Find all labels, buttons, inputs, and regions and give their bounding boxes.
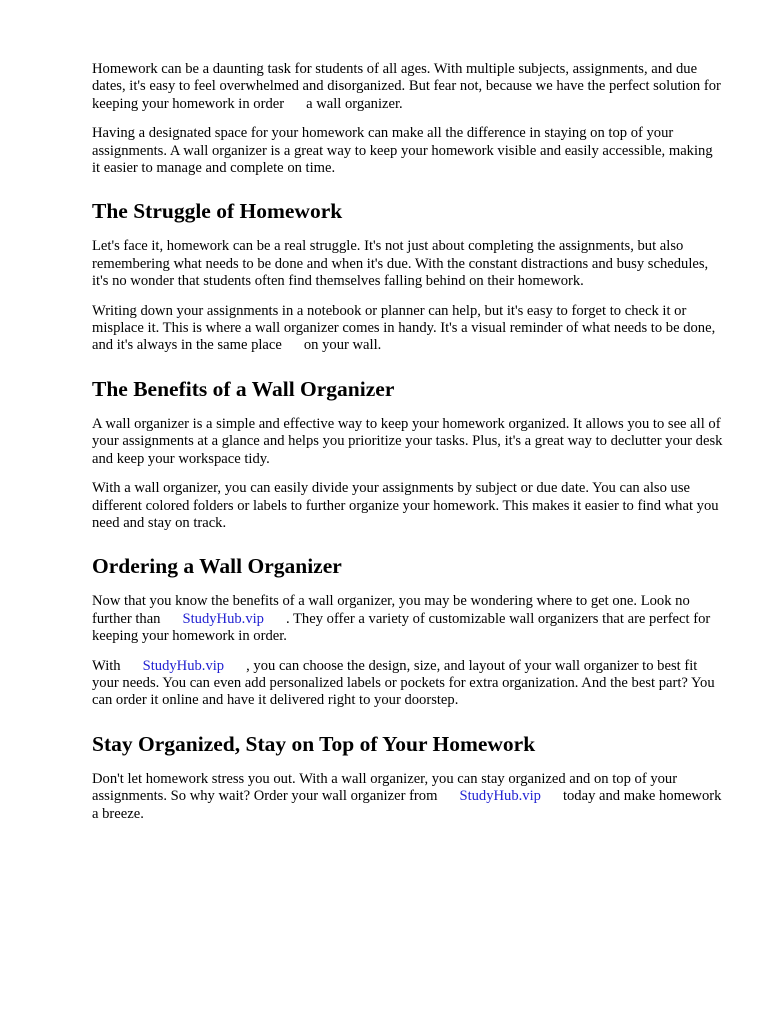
heading-stay-organized: Stay Organized, Stay on Top of Your Homework — [92, 731, 536, 756]
document-page — [92, 61, 724, 835]
ordering-text-c: With — [92, 657, 121, 674]
studyhub-link-3[interactable]: StudyHub.vip — [459, 788, 541, 805]
ordering-paragraph-2 — [92, 658, 724, 710]
studyhub-link-1[interactable]: StudyHub.vip — [182, 610, 264, 627]
ordering-text-a: Now that you know the benefits of a wall organizer, you may be wondering where to get one. Look no further than — [92, 593, 690, 627]
struggle-text-tail: on your wall. — [303, 337, 382, 354]
stay-text-a: Don't let homework stress you out. With a wall organizer, you can stay organized and on top of your assignments. So why wait? Order your wall organizer from — [92, 770, 678, 805]
ordering-paragraph-1 — [92, 593, 724, 645]
intro-paragraph-1 — [92, 61, 724, 113]
heading-struggle: The Struggle of Homework — [92, 199, 343, 224]
ordering-text-d: , you can choose the design, size, and layout of your wall organizer to best fit your needs. You can even add personalized labels or pockets for extra organization. And the best part? You can order it online and have it delivered right to your doorstep. — [92, 657, 715, 709]
benefits-paragraph-2: With a wall organizer, you can easily divide your assignments by subject or due date. You can also use different colored folders or labels to further organize your homework. This makes it easier to find what you need and stay on track. — [92, 480, 719, 531]
ordering-text-b: . They offer a variety of customizable wall organizers that are perfect for keeping your homework in order. — [92, 610, 711, 645]
benefits-paragraph-1: A wall organizer is a simple and effective way to keep your homework organized. It allows you to see all of your assignments at a glance and helps you prioritize your tasks. Plus, it's a great way to declutter your desk and keep your workspace tidy. — [92, 415, 723, 467]
studyhub-link-2[interactable]: StudyHub.vip — [142, 657, 225, 674]
stay-paragraph-1 — [92, 771, 724, 823]
struggle-paragraph-1: Let's face it, homework can be a real struggle. It's not just about completing the assignments, but also remembering what needs to be done and when it's due. With the constant distractions and busy schedules, it's no wonder that students often find themselves falling behind on their homework. — [92, 238, 709, 290]
struggle-paragraph-2 — [92, 303, 724, 355]
heading-ordering: Ordering a Wall Organizer — [92, 554, 342, 579]
intro-text: Homework can be a daunting task for students of all ages. With multiple subjects, assignments, and due dates, it's easy to feel overwhelmed and disorganized. But fear not, because we have the perfect solution for keeping your homework in order — [92, 61, 721, 112]
intro-text-tail: a wall organizer. — [306, 95, 403, 112]
struggle-text: Writing down your assignments in a notebook or planner can help, but it's easy to forget to check it or misplace it. This is where a wall organizer comes in handy. It's a visual reminder of what needs to be done, and it's always in the same place — [92, 302, 716, 354]
stay-text-b: today and make homework a breeze. — [92, 788, 722, 822]
heading-benefits: The Benefits of a Wall Organizer — [92, 376, 395, 401]
intro-paragraph-2: Having a designated space for your homework can make all the difference in staying on top of your assignments. A wall organizer is a great way to keep your homework visible and easily accessible, making it easier to manage and complete on time. — [92, 125, 713, 177]
